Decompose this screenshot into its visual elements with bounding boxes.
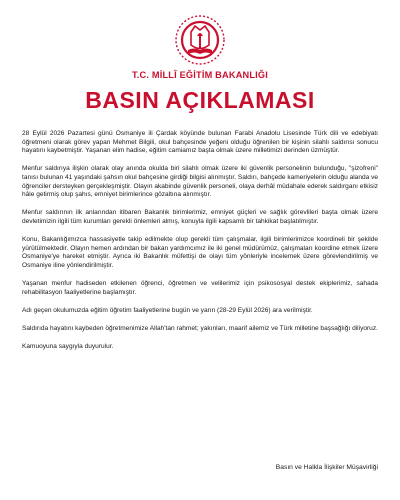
ministry-emblem-icon [169,10,231,68]
press-release-body [22,130,378,361]
ministry-name: T.C. MİLLÎ EĞİTİM BAKANLIĞI [131,70,269,80]
paragraph-6: Adı geçen okulumuzda eğitim öğretim faaliyetlerine bugün ve yarın (28-29 Eylül 2026) ara verilmiştir. [22,306,313,314]
paragraph-7: Saldırıda hayatını kaybeden öğretmenimize Allah'tan rahmet; yakınları, maarif ailemiz ve Türk milletine başsağlığı diliyoruz. [22,325,378,333]
paragraph-1: 28 Eylül 2026 Pazartesi günü Osmaniye ili Çardak köyünde bulunan Farabi Anadolu Lisesinde Türk dili ve edebiyatı öğretmeni olarak görev yapan Mehmet Bilgili, okul bahçesinde yeğeni olduğu öğrenilen bir kişinin silahlı saldırısı sonucu hayatını kaybetmiştir. Yaşanan elim hadise, eğitim camiamız başta olmak üzere milletimizi derinden üzmüştür. [22,130,378,155]
signature: Basın ve Halkla İlişkiler Müşavirliği [275,464,378,471]
page-title: BASIN AÇIKLAMASI [85,87,315,113]
paragraph-8: Kamuoyuna saygıyla duyurulur. [22,343,114,351]
paragraph-4: Konu, Bakanlığımızca hassasiyetle takip edilmekte olup gerekli tüm çalışmalar, ilgili birimlerimizce koordineli bir şekilde yürütülmektedir. Olayın hemen ardından bir bakan yardımcımız ile iki genel müdürümüz, çalışmaları koordine etmek üzere Osmaniye'ye hareket etmiştir. Ayrıca iki Bakanlık müfettişi de olayı tüm yönleriyle incelemek üzere görevlendirilmiş ve Osmaniye iline yönlendirilmiştir. [22,236,378,269]
paragraph-5: Yaşanan menfur hadiseden etkilenen öğrenci, öğretmen ve velilerimiz için psikososyal destek ekiplerimiz, sahada rehabilitasyon faaliyetlerine başlamıştır. [22,280,378,296]
paragraph-2: Menfur saldırıya ilişkin olarak olay anında okulda biri silahlı olmak üzere iki güvenlik personelinin bulunduğu, "şizofreni" tanısı bulunan 41 yaşındaki şahsın okul bahçesine girdiği bilgisi alınmıştır. Saldırı, bahçede kameriyelerin olduğu alanda ve öğrenciler dersteyken gerçekleşmiştir. Olayın akabinde güvenlik personeli, olaya derhâl müdahale ederek saldırganı etkisiz hâle getirmiş olup şahıs, emniyet birimlerince gözaltına alınmıştır. [22,165,378,199]
paragraph-3: Menfur saldırının ilk anlarından itibaren Bakanlık birimlerimiz, emniyet güçleri ve sağlık görevlileri başta olmak üzere devletimizin ilgili tüm kurumları gerekli önlemleri almış, konuyla ilgili kapsamlı bir tahkikat başlatılmıştır. [22,209,378,225]
